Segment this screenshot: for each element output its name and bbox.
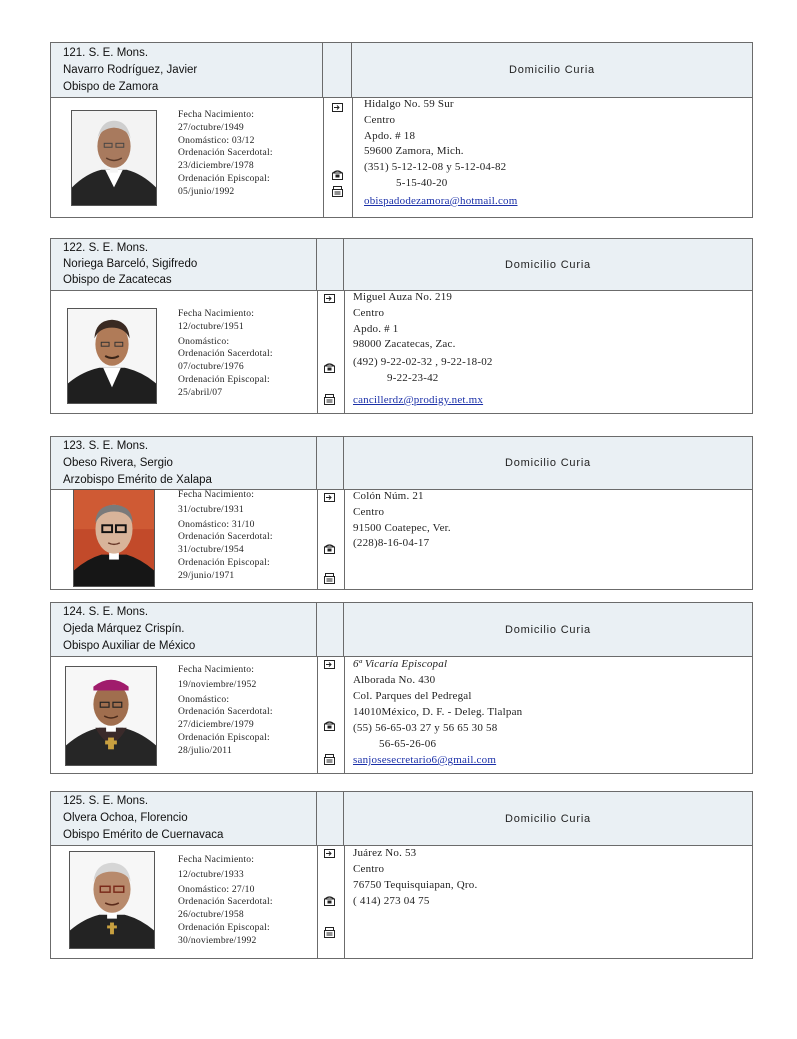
birth-date: 31/octubre/1931 [178, 503, 244, 515]
card-body [51, 845, 752, 958]
dates-block [178, 664, 273, 758]
card-body [51, 489, 752, 589]
curia-label: Domicilio Curia [505, 457, 591, 469]
fax-icon [324, 927, 335, 938]
address-line: Miguel Auza No. 219 [353, 291, 453, 303]
priest-ordination-label: Ordenación Sacerdotal: [178, 348, 273, 360]
onomastico: Onomástico: 27/10 [178, 883, 255, 895]
episcopal-ordination-date: 28/julio/2011 [178, 744, 232, 756]
priest-ordination-label: Ordenación Sacerdotal: [178, 706, 273, 718]
telephone-icon [324, 543, 335, 554]
card-header [51, 43, 752, 98]
address-line: Apdo. # 18 [364, 129, 416, 142]
episcopal-ordination-date: 30/noviembre/1992 [178, 934, 257, 946]
birth-label: Fecha Nacimiento: [178, 664, 255, 675]
address-line: Col. Parques del Pedregal [353, 690, 472, 702]
dates-block [178, 109, 273, 199]
phone-line: ( 414) 273 04 75 [353, 895, 430, 907]
address-pointer-icon [324, 848, 335, 859]
birth-label: Fecha Nacimiento: [178, 489, 255, 500]
address-pointer-icon [324, 659, 335, 670]
onomastico: Onomástico: [178, 693, 230, 705]
card-body [51, 290, 752, 413]
bishop-name: Ojeda Márquez Crispín. [63, 623, 185, 635]
birth-date: 12/octubre/1951 [178, 320, 244, 332]
bishop-name: Olvera Ochoa, Florencio [63, 812, 188, 824]
priest-ordination-date: 31/octubre/1954 [178, 544, 244, 556]
name-box [51, 792, 317, 845]
priest-ordination-date: 23/diciembre/1978 [178, 160, 254, 172]
birth-label: Fecha Nacimiento: [178, 854, 255, 865]
phone-line: (492) 9-22-02-32 , 9-22-18-02 [353, 356, 493, 369]
address-line: 59600 Zamora, Mich. [364, 145, 464, 158]
birth-date: 19/noviembre/1952 [178, 678, 257, 690]
address-line: Colón Núm. 21 [353, 490, 424, 502]
birth-date: 12/octubre/1933 [178, 868, 244, 880]
bishop-card-124 [50, 602, 753, 774]
entry-number: 121. S. E. Mons. [63, 47, 149, 59]
email-link[interactable]: cancillerdz@prodigy.net.mx [353, 393, 484, 406]
email-link[interactable]: obispadodezamora@hotmail.com [364, 194, 518, 207]
address-block [353, 489, 451, 552]
address-pointer-icon [324, 492, 335, 503]
birth-label: Fecha Nacimiento: [178, 308, 255, 319]
phone-line-extra: 5-15-40-20 [396, 176, 448, 189]
entry-number: 122. S. E. Mons. [63, 242, 149, 254]
episcopal-ordination-label: Ordenación Episcopal: [178, 731, 270, 743]
onomastico: Onomástico: 31/10 [178, 518, 255, 530]
curia-label: Domicilio Curia [505, 258, 591, 271]
address-line: Juárez No. 53 [353, 847, 417, 859]
email-link[interactable]: sanjosesecretario6@gmail.com [353, 754, 497, 766]
phone-line-extra: 9-22-23-42 [387, 371, 439, 384]
address-block [353, 656, 522, 768]
bishop-photo [69, 851, 155, 949]
birth-date: 27/octubre/1949 [178, 121, 244, 133]
address-block [364, 97, 518, 210]
address-line: 98000 Zacatecas, Zac. [353, 338, 456, 351]
card-body [51, 97, 752, 217]
card-header [51, 792, 752, 846]
card-header [51, 603, 752, 657]
dates-block [178, 854, 273, 948]
name-box [51, 437, 317, 489]
vicaria-line: 6ª Vicaría Episcopal [353, 658, 448, 670]
bishop-card-121 [50, 42, 753, 218]
address-pointer-icon [332, 102, 343, 113]
episcopal-ordination-date: 29/junio/1971 [178, 569, 235, 581]
bishop-title: Obispo de Zamora [63, 81, 159, 93]
bishop-card-125 [50, 791, 753, 959]
priest-ordination-date: 27/diciembre/1979 [178, 719, 254, 731]
address-line: Centro [353, 505, 385, 518]
telephone-icon [324, 720, 335, 731]
bishop-photo [67, 308, 157, 404]
address-line: 91500 Coatepec, Ver. [353, 521, 451, 534]
entry-number: 125. S. E. Mons. [63, 795, 149, 807]
fax-icon [324, 573, 335, 584]
address-line: Centro [353, 306, 385, 319]
card-header [51, 437, 752, 490]
bishop-title: Obispo Auxiliar de México [63, 640, 196, 652]
bishop-title: Obispo Emérito de Cuernavaca [63, 829, 224, 841]
address-line: Apdo. # 1 [353, 322, 399, 335]
telephone-icon [324, 362, 335, 373]
address-line: 14010México, D. F. - Deleg. Tlalpan [353, 706, 523, 718]
entry-number: 124. S. E. Mons. [63, 606, 149, 618]
card-header [51, 239, 752, 291]
phone-line: (351) 5-12-12-08 y 5-12-04-82 [364, 161, 507, 174]
bishop-card-122 [50, 238, 753, 414]
address-line: Centro [353, 863, 385, 875]
fax-icon [324, 754, 335, 765]
bishop-photo [65, 666, 157, 766]
curia-label: Domicilio Curia [505, 812, 591, 825]
name-box [51, 239, 317, 290]
address-line: Alborada No. 430 [353, 674, 436, 686]
address-block [353, 290, 493, 409]
priest-ordination-label: Ordenación Sacerdotal: [178, 147, 273, 159]
priest-ordination-label: Ordenación Sacerdotal: [178, 896, 273, 908]
entry-number: 123. S. E. Mons. [63, 440, 149, 452]
bishop-photo [73, 489, 155, 587]
phone-line-extra: 56-65-26-06 [379, 738, 437, 750]
onomastico: Onomástico: 03/12 [178, 134, 255, 146]
episcopal-ordination-date: 25/abril/07 [178, 386, 223, 398]
address-line: 76750 Tequisquiapan, Qro. [353, 879, 478, 891]
dates-block [178, 308, 273, 400]
episcopal-ordination-label: Ordenación Episcopal: [178, 373, 270, 385]
bishop-photo [71, 110, 157, 206]
address-line: Centro [364, 113, 396, 126]
priest-ordination-label: Ordenación Sacerdotal: [178, 531, 273, 543]
priest-ordination-date: 26/octubre/1958 [178, 909, 244, 921]
curia-label: Domicilio Curia [505, 623, 591, 636]
bishop-title: Arzobispo Emérito de Xalapa [63, 474, 212, 486]
fax-icon [324, 394, 335, 405]
bishop-name: Noriega Barceló, Sigifredo [63, 258, 198, 270]
telephone-icon [324, 895, 335, 906]
birth-label: Fecha Nacimiento: [178, 109, 255, 120]
card-body [51, 656, 752, 773]
episcopal-ordination-label: Ordenación Episcopal: [178, 172, 270, 184]
bishop-name: Obeso Rivera, Sergio [63, 457, 173, 469]
telephone-icon [332, 169, 343, 180]
episcopal-ordination-date: 05/junio/1992 [178, 185, 235, 197]
phone-line: (228)8-16-04-17 [353, 537, 430, 550]
address-pointer-icon [324, 293, 335, 304]
episcopal-ordination-label: Ordenación Episcopal: [178, 921, 270, 933]
address-line: Hidalgo No. 59 Sur [364, 98, 454, 110]
curia-label: Domicilio Curia [509, 64, 595, 76]
dates-block [178, 489, 273, 583]
priest-ordination-date: 07/octubre/1976 [178, 361, 244, 373]
onomastico: Onomástico: [178, 335, 230, 347]
name-box [51, 603, 317, 656]
name-box [51, 43, 323, 97]
bishop-title: Obispo de Zacatecas [63, 274, 172, 286]
fax-icon [332, 186, 343, 197]
bishop-card-123 [50, 436, 753, 590]
episcopal-ordination-label: Ordenación Episcopal: [178, 556, 270, 568]
bishop-name: Navarro Rodríguez, Javier [63, 64, 198, 76]
address-block [353, 845, 477, 909]
phone-line: (55) 56-65-03 27 y 56 65 30 58 [353, 722, 498, 734]
